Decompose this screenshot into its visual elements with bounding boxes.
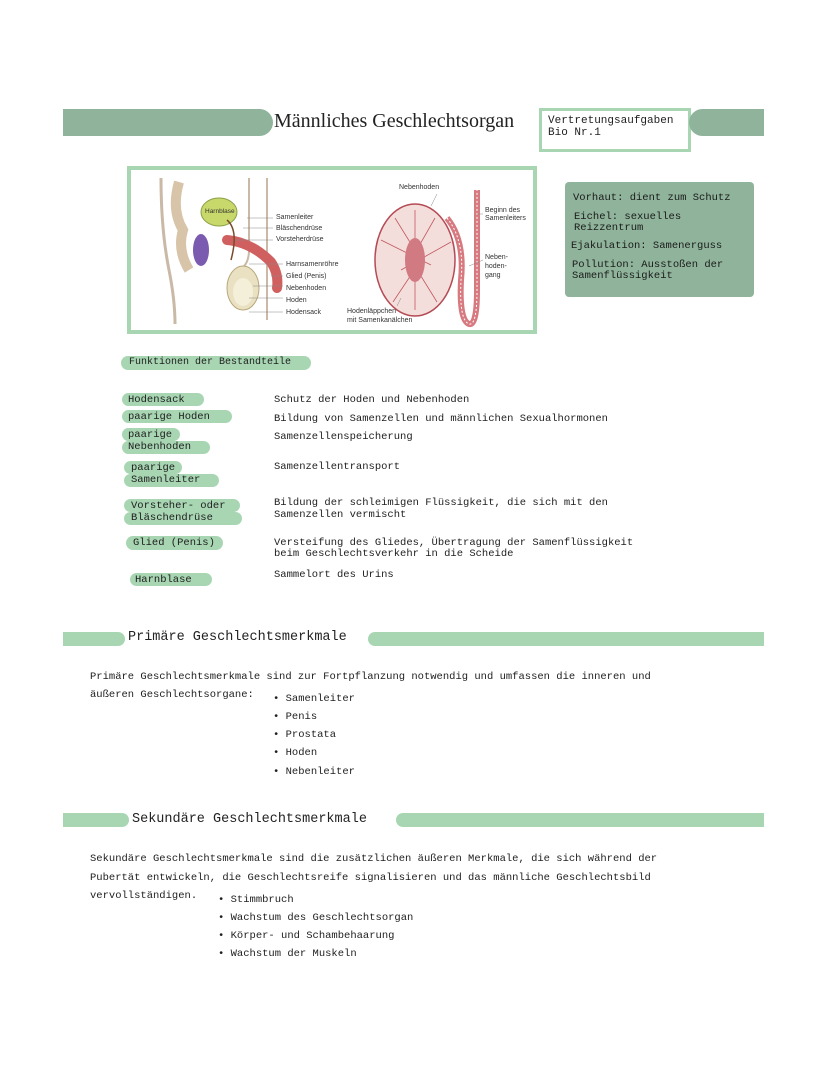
label-beginn-1: Beginn des — [485, 207, 521, 214]
secondary-heading: Sekundäre Geschlechtsmerkmale — [132, 812, 367, 827]
secondary-text-3: vervollständigen. — [90, 890, 198, 902]
primary-bullet-text: Nebenleiter — [285, 766, 355, 778]
secondary-left-bar — [63, 813, 129, 827]
secondary-bullet: • Körper- und Schambehaarung — [218, 930, 395, 942]
label-laeppchen-1: Hodenläppchen — [347, 308, 397, 315]
row-5-desc-2: Samenzellen vermischt — [274, 509, 407, 521]
title-box-line-2: Bio Nr.1 — [548, 127, 601, 139]
row-5-desc-1: Bildung der schleimigen Flüssigkeit, die sich mit den — [274, 497, 608, 509]
row-4-desc: Samenzellentransport — [274, 461, 401, 473]
row-2-label: paarige Hoden — [128, 411, 210, 423]
label-beginn-2: Samenleiters — [485, 215, 526, 222]
label-hoden: Hoden — [286, 297, 307, 304]
label-glied: Glied (Penis) — [286, 273, 327, 280]
secondary-bullet: • Wachstum der Muskeln — [218, 948, 357, 960]
primary-bullet: • Penis — [273, 711, 318, 723]
primary-text-2: äußeren Geschlechtsorgane: — [90, 689, 254, 701]
label-nebenhoden: Nebenhoden — [286, 285, 327, 292]
title-left-bar — [63, 109, 273, 136]
primary-right-bar — [368, 632, 764, 646]
row-3-desc: Samenzellenspeicherung — [274, 431, 413, 443]
row-2-desc: Bildung von Samenzellen und männlichen Sexualhormonen — [274, 413, 608, 425]
secondary-bullet-text: Stimmbruch — [230, 894, 294, 906]
anatomy-illustration — [131, 170, 533, 330]
row-5-label-2: Bläschendrüse — [131, 512, 213, 524]
label-blaeschendruese: Bläschendrüse — [276, 225, 323, 232]
secondary-right-bar — [396, 813, 764, 827]
secondary-text-2: Pubertät entwickeln, die Geschlechtsreife signalisieren und das männliche Geschlechtsbild — [90, 872, 651, 884]
label-harnsamenroehre: Harnsamenröhre — [286, 261, 339, 268]
secondary-bullet: • Stimmbruch — [218, 894, 294, 906]
secondary-bullet-text: Wachstum des Geschlechtsorgan — [230, 912, 414, 924]
primary-bullet-text: Samenleiter — [285, 693, 355, 705]
info-ejakulation: Ejakulation: Samenerguss — [571, 240, 723, 252]
label-samenleiter: Samenleiter — [276, 214, 314, 221]
label-gang-3: gang — [485, 272, 501, 279]
row-7-desc: Sammelort des Urins — [274, 569, 394, 581]
row-1-desc: Schutz der Hoden und Nebenhoden — [274, 394, 470, 406]
row-1-label: Hodensack — [128, 394, 185, 406]
row-5-label-1: Vorsteher- oder — [131, 500, 226, 512]
row-4-label-2: Samenleiter — [131, 474, 201, 486]
row-3-label-1: paarige — [128, 429, 173, 441]
label-gang-1: Neben- — [485, 254, 508, 261]
row-6-label: Glied (Penis) — [133, 537, 215, 549]
primary-bullet: • Nebenleiter — [273, 766, 355, 778]
info-eichel-1: Eichel: sexuelles — [574, 211, 682, 223]
primary-bullet-text: Prostata — [285, 729, 337, 741]
secondary-text-1: Sekundäre Geschlechtsmerkmale sind die zusätzlichen äußeren Merkmale, die sich während der — [90, 853, 658, 865]
row-3-label-2: Nebenhoden — [128, 441, 192, 453]
info-pollution-1: Pollution: Ausstoßen der — [572, 259, 724, 271]
primary-left-bar — [63, 632, 125, 646]
label-harnblase: Harnblase — [205, 208, 235, 215]
info-vorhaut: Vorhaut: dient zum Schutz — [573, 192, 731, 204]
secondary-bullet-text: Wachstum der Muskeln — [230, 948, 357, 960]
title-right-bar — [689, 109, 764, 136]
row-6-desc-1: Versteifung des Gliedes, Übertragung der Samenflüssigkeit — [274, 537, 634, 549]
row-6-desc-2: beim Geschlechtsverkehr in die Scheide — [274, 548, 514, 560]
info-pollution-2: Samenflüssigkeit — [572, 270, 673, 282]
primary-bullet-text: Hoden — [285, 747, 318, 759]
row-7-label: Harnblase — [135, 574, 192, 586]
label-hodensack: Hodensack — [286, 309, 322, 316]
info-box — [565, 182, 754, 297]
primary-bullet: • Samenleiter — [273, 693, 355, 705]
row-4-label-1: paarige — [131, 462, 176, 474]
label-vorsteherdruese: Vorsteherdrüse — [276, 236, 324, 243]
anatomy-diagram — [127, 166, 537, 334]
primary-heading: Primäre Geschlechtsmerkmale — [128, 630, 347, 645]
label-laeppchen-2: mit Samenkanälchen — [347, 317, 413, 324]
primary-text-1: Primäre Geschlechtsmerkmale sind zur Fortpflanzung notwendig und umfassen die inneren und — [90, 671, 651, 683]
title-box-line-1: Vertretungsaufgaben — [548, 115, 674, 127]
secondary-bullet: • Wachstum des Geschlechtsorgan — [218, 912, 414, 924]
primary-bullet: • Hoden — [273, 747, 318, 759]
label-nebenhoden-top: Nebenhoden — [399, 184, 440, 191]
secondary-bullet-text: Körper- und Schambehaarung — [230, 930, 395, 942]
page-title: Männliches Geschlechtsorgan — [274, 110, 515, 132]
primary-bullet-text: Penis — [285, 711, 318, 723]
functions-heading: Funktionen der Bestandteile — [121, 356, 311, 370]
primary-bullet: • Prostata — [273, 729, 337, 741]
label-gang-2: hoden- — [485, 263, 507, 270]
title-box — [539, 108, 691, 152]
info-eichel-2: Reizzentrum — [574, 222, 644, 234]
